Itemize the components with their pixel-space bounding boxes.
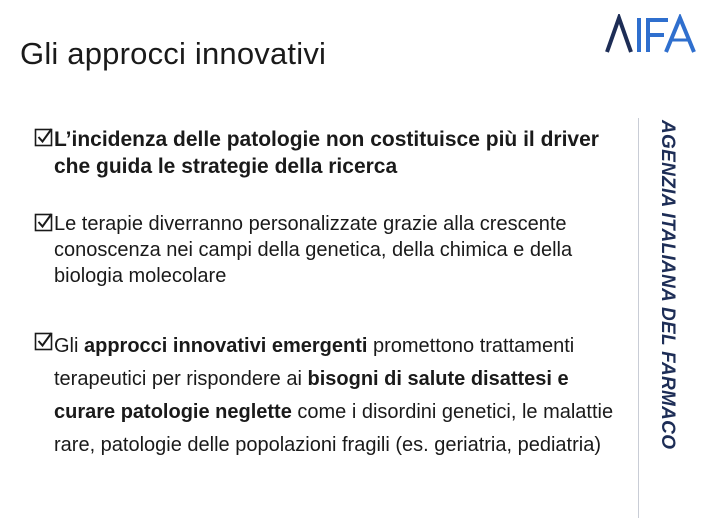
bullet-item-3 [34,330,634,462]
text-run-bold: bisogni di salute disattesi e curare patologie neglette [54,368,569,423]
aifa-logo [604,14,698,54]
checkbox-icon [34,332,54,352]
checkbox-icon [34,128,54,148]
bullet-item-2 [34,211,624,289]
checkbox-icon [34,213,54,233]
text-run: Gli [54,335,84,357]
bullet-item-1 [34,126,634,180]
bullet-text-3 [54,330,634,462]
vertical-divider [638,118,639,518]
text-run: come i disordini genetici, le malattie rare, patologie delle popolazioni fragili (es. geriatria, pediatria) [54,401,614,456]
agency-side-label: AGENZIA ITALIANA DEL FARMACO [657,120,678,450]
slide-title: Gli approcci innovativi [20,36,327,71]
bullet-text-2: Le terapie diverranno personalizzate grazie alla crescente conoscenza nei campi della genetica, della chimica e della biologia molecolare [54,213,573,287]
text-run: promettono trattamenti terapeutici per rispondere ai [54,335,575,390]
text-run-bold: approcci innovativi emergenti [84,335,368,357]
bullet-text-1: L’incidenza delle patologie non costituisce più il driver che guida le strategie della ricerca [54,128,599,178]
